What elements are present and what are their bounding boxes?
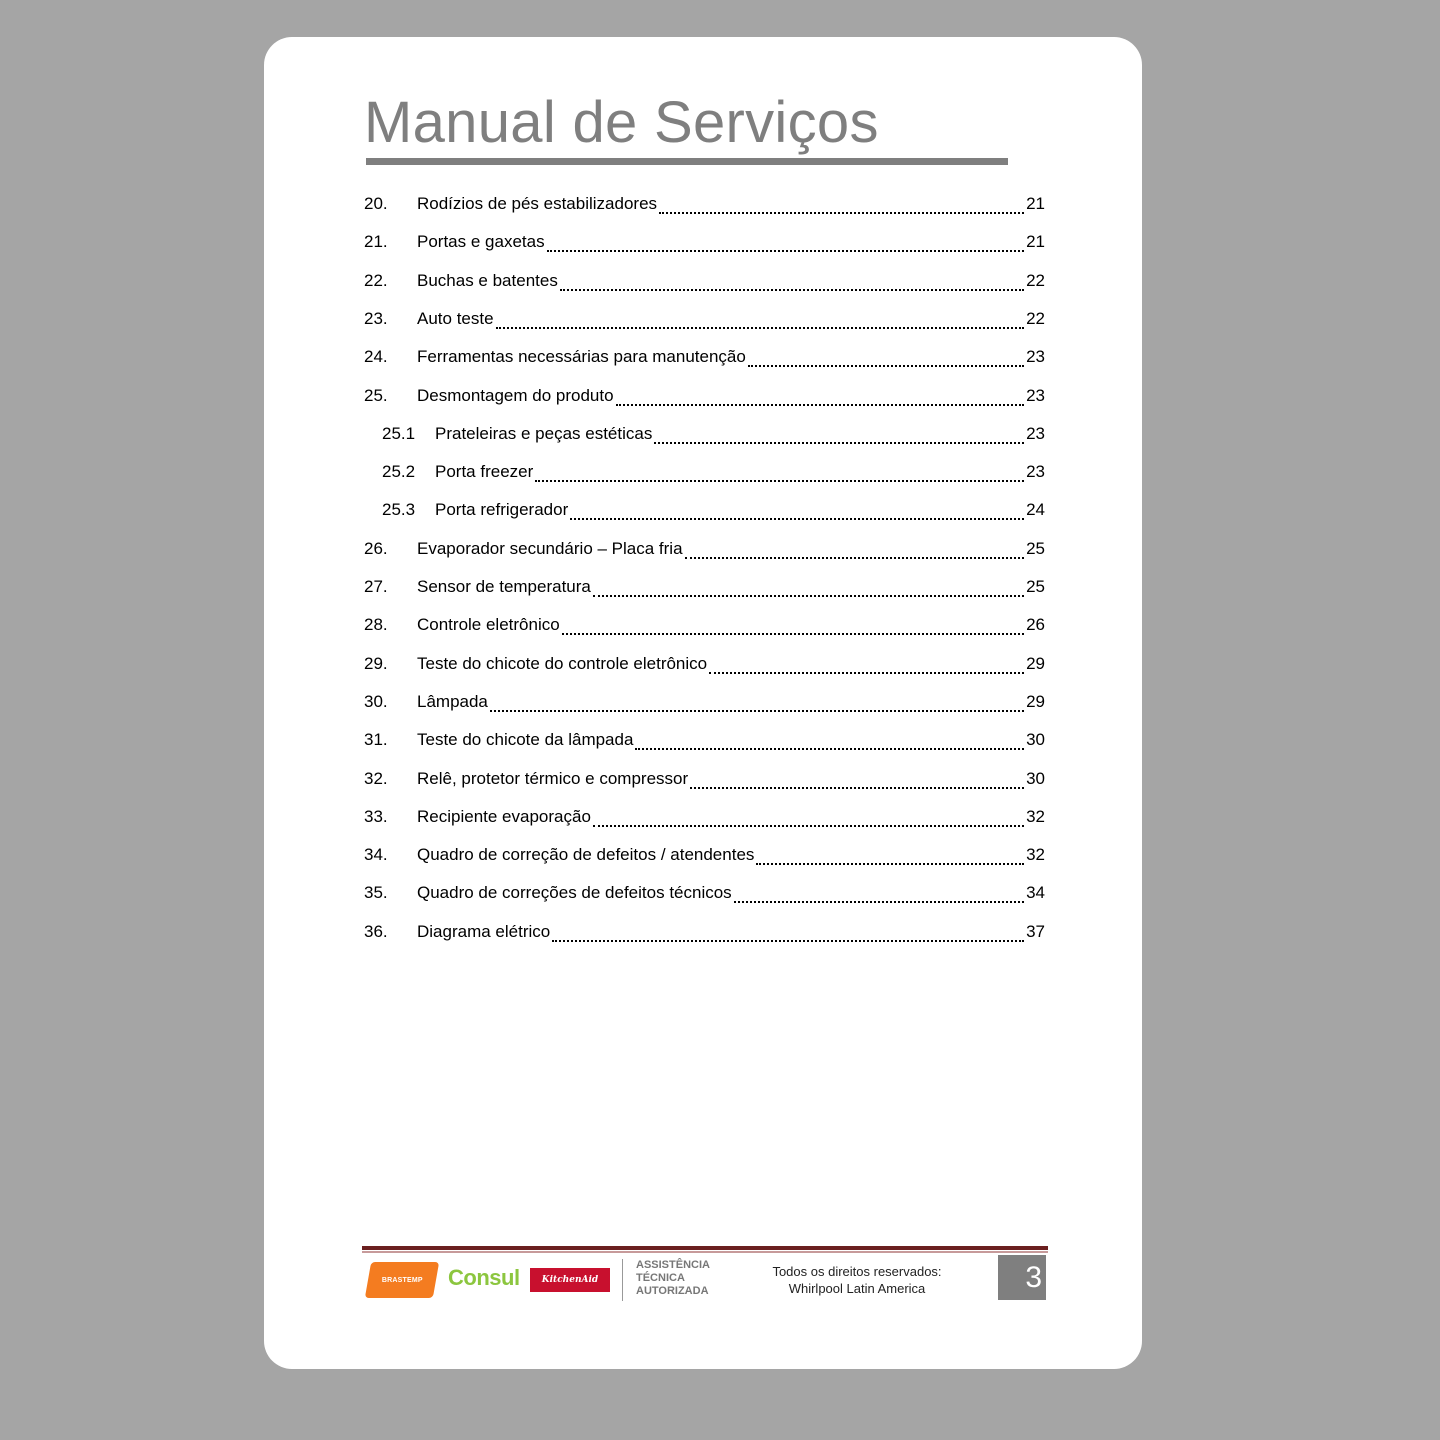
toc-entry-number: 22. xyxy=(364,270,388,290)
toc-entry-page: 24 xyxy=(1026,500,1045,520)
kitchenaid-logo-text: KitchenAid xyxy=(541,1275,599,1285)
toc-entry-number: 35. xyxy=(364,883,388,903)
toc-entry-page: 23 xyxy=(1026,385,1045,405)
toc-entry-page: 22 xyxy=(1026,308,1045,328)
toc-leader-dots xyxy=(593,825,1024,827)
toc-entry[interactable] xyxy=(364,338,1045,376)
toc-entry[interactable] xyxy=(364,300,1045,338)
toc-leader-dots xyxy=(685,557,1025,559)
toc-entry-title: Porta refrigerador xyxy=(435,500,569,520)
toc-entry-number: 23. xyxy=(364,308,388,328)
toc-leader-dots xyxy=(756,863,1024,865)
toc-entry-title: Relê, protetor térmico e compressor xyxy=(417,768,689,788)
title-underline xyxy=(366,158,1008,165)
toc-entry[interactable] xyxy=(364,836,1045,874)
toc-entry-title: Quadro de correções de defeitos técnicos xyxy=(417,883,732,903)
toc-entry-title: Diagrama elétrico xyxy=(417,921,551,941)
toc-entry[interactable] xyxy=(364,760,1045,798)
toc-entry-number: 20. xyxy=(364,194,388,213)
toc-entry-page: 30 xyxy=(1026,768,1045,788)
toc-leader-dots xyxy=(748,365,1024,367)
toc-entry[interactable] xyxy=(364,606,1045,644)
toc-entry-title: Sensor de temperatura xyxy=(417,577,591,596)
brastemp-logo-text: BRASTEMP xyxy=(381,1276,423,1284)
toc-entry-page: 25 xyxy=(1026,577,1045,596)
toc-entry-number: 25.1 xyxy=(382,423,416,443)
toc-entry-number: 32. xyxy=(364,768,388,788)
toc-entry-title: Prateleiras e peças estéticas xyxy=(435,423,653,443)
toc-leader-dots xyxy=(552,940,1024,942)
toc-leader-dots xyxy=(496,327,1025,329)
toc-entry-title: Controle eletrônico xyxy=(417,615,560,635)
toc-leader-dots xyxy=(535,480,1024,482)
toc-entry-number: 34. xyxy=(364,845,388,865)
toc-entry-page: 23 xyxy=(1026,423,1045,443)
toc-entry-page: 26 xyxy=(1026,615,1045,635)
toc-leader-dots xyxy=(616,404,1025,406)
toc-entry-number: 27. xyxy=(364,577,388,596)
toc-entry-page: 21 xyxy=(1026,194,1045,213)
toc-entry-title: Teste do chicote da lâmpada xyxy=(417,730,634,750)
toc-entry-page: 30 xyxy=(1026,730,1045,750)
toc-leader-dots xyxy=(734,901,1024,903)
toc-entry-number: 25. xyxy=(364,385,388,405)
toc-entry[interactable] xyxy=(364,913,1045,951)
toc-entry-page: 29 xyxy=(1026,691,1045,711)
toc-entry-title: Rodízios de pés estabilizadores xyxy=(417,194,658,213)
brastemp-logo xyxy=(365,1262,439,1298)
toc-entry[interactable] xyxy=(364,491,1045,529)
toc-entry-number: 33. xyxy=(364,806,388,826)
toc-entry-page: 22 xyxy=(1026,270,1045,290)
toc-entry-page: 25 xyxy=(1026,538,1045,558)
toc-entry[interactable] xyxy=(364,645,1045,683)
toc-entry-number: 31. xyxy=(364,730,388,750)
assistance-line: AUTORIZADA xyxy=(636,1285,709,1297)
toc-entry-title: Quadro de correção de defeitos / atendentes xyxy=(417,845,755,865)
rights-notice xyxy=(744,1263,970,1297)
toc-entry-title: Portas e gaxetas xyxy=(417,232,545,252)
toc-leader-dots xyxy=(709,672,1024,674)
toc-entry-page: 21 xyxy=(1026,232,1045,252)
toc-entry[interactable] xyxy=(364,530,1045,568)
toc-leader-dots xyxy=(690,787,1024,789)
toc-leader-dots xyxy=(635,748,1024,750)
consul-logo: Consul xyxy=(448,1265,520,1290)
toc-entry-number: 28. xyxy=(364,615,388,635)
toc-entry-number: 25.2 xyxy=(382,462,416,482)
toc-leader-dots xyxy=(659,212,1024,214)
toc-entry[interactable] xyxy=(364,262,1045,300)
toc-entry[interactable] xyxy=(364,415,1045,453)
toc-entry[interactable] xyxy=(364,721,1045,759)
toc-entry[interactable] xyxy=(364,223,1045,261)
toc-entry-title: Ferramentas necessárias para manutenção xyxy=(417,347,746,367)
footer-divider xyxy=(622,1259,623,1301)
toc-entry-page: 32 xyxy=(1026,845,1045,865)
toc-leader-dots xyxy=(560,289,1024,291)
toc-entry-number: 30. xyxy=(364,691,388,711)
toc-entry[interactable] xyxy=(364,453,1045,491)
toc-entry-page: 34 xyxy=(1026,883,1045,903)
toc-entry-page: 29 xyxy=(1026,653,1045,673)
toc-entry-page: 37 xyxy=(1026,921,1045,941)
assistance-label xyxy=(636,1259,710,1298)
toc-entry[interactable] xyxy=(364,798,1045,836)
toc-entry[interactable] xyxy=(364,377,1045,415)
assistance-line: ASSISTÊNCIA xyxy=(636,1259,710,1271)
toc-entry[interactable] xyxy=(364,683,1045,721)
toc-entry-title: Porta freezer xyxy=(435,462,534,482)
toc-entry-number: 29. xyxy=(364,653,388,673)
toc-entry-number: 24. xyxy=(364,347,388,367)
toc-entry-page: 23 xyxy=(1026,347,1045,367)
rights-line: Todos os direitos reservados: xyxy=(772,1264,942,1279)
toc-entry-title: Auto teste xyxy=(417,308,494,328)
toc-entry-title: Evaporador secundário – Placa fria xyxy=(417,538,683,558)
toc-leader-dots xyxy=(547,250,1025,252)
toc-entry-title: Lâmpada xyxy=(417,691,488,711)
toc-entry[interactable] xyxy=(364,874,1045,912)
toc-entry-number: 26. xyxy=(364,538,388,558)
toc-entry-number: 21. xyxy=(364,232,388,252)
footer-rule-accent xyxy=(362,1251,1048,1253)
toc-entry[interactable] xyxy=(364,568,1045,606)
toc-leader-dots xyxy=(562,633,1024,635)
document-page xyxy=(264,37,1142,1369)
toc-entry-page: 23 xyxy=(1026,462,1045,482)
page-title: Manual de Serviços xyxy=(364,90,879,155)
toc-entry-title: Recipiente evaporação xyxy=(417,806,591,826)
toc-entry-title: Desmontagem do produto xyxy=(417,385,614,405)
toc-entry-page: 32 xyxy=(1026,806,1045,826)
toc-leader-dots xyxy=(490,710,1024,712)
toc-leader-dots xyxy=(654,442,1024,444)
assistance-line: TÉCNICA xyxy=(636,1272,685,1284)
page-number: 3 xyxy=(998,1255,1046,1300)
toc-entry-title: Buchas e batentes xyxy=(417,270,558,290)
toc-entry-number: 25.3 xyxy=(382,500,416,520)
toc-entry[interactable] xyxy=(364,185,1045,223)
rights-company: Whirlpool Latin America xyxy=(788,1281,926,1296)
toc-leader-dots xyxy=(593,595,1024,597)
toc-leader-dots xyxy=(570,518,1024,520)
toc-entry-number: 36. xyxy=(364,921,388,941)
kitchenaid-logo xyxy=(530,1268,610,1292)
toc-entry-title: Teste do chicote do controle eletrônico xyxy=(417,653,708,673)
footer-rule xyxy=(362,1246,1048,1250)
